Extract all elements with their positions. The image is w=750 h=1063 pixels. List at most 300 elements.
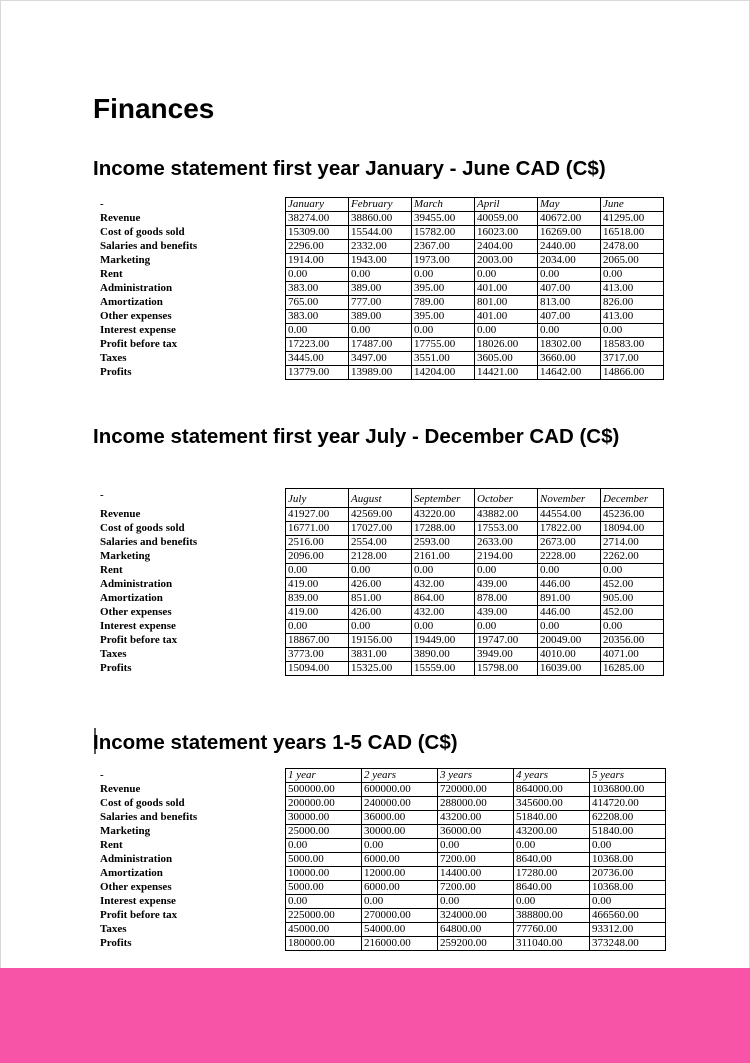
value-cell: 62208.00 [590,811,666,825]
value-cell: 388800.00 [514,909,590,923]
column-header: February [349,198,412,212]
value-cell: 17027.00 [349,522,412,536]
value-cell: 16285.00 [601,662,664,676]
value-cell: 30000.00 [286,811,362,825]
value-cell: 1036800.00 [590,783,666,797]
income-table-jan-jun [98,197,664,380]
value-cell: 54000.00 [362,923,438,937]
value-cell: 0.00 [286,839,362,853]
value-cell: 25000.00 [286,825,362,839]
row-label: Marketing [100,549,151,562]
value-cell: 19449.00 [412,634,475,648]
value-cell: 43200.00 [514,825,590,839]
row-label: Salaries and benefits [100,239,198,252]
table-row [98,923,666,937]
table-row [98,606,664,620]
value-cell: 1973.00 [412,254,475,268]
table-row [98,662,664,676]
value-cell: 42569.00 [349,508,412,522]
value-cell: 41927.00 [286,508,349,522]
value-cell: 14866.00 [601,366,664,380]
table-row [98,550,664,564]
table-row [98,226,664,240]
value-cell: 43200.00 [438,811,514,825]
value-cell: 14642.00 [538,366,601,380]
value-cell: 7200.00 [438,881,514,895]
value-cell: 41295.00 [601,212,664,226]
value-cell: 0.00 [590,839,666,853]
row-label: Cost of goods sold [100,796,185,809]
row-label: Profits [100,936,132,949]
value-cell: 0.00 [601,564,664,578]
value-cell: 0.00 [538,564,601,578]
value-cell: 0.00 [362,895,438,909]
value-cell: 0.00 [601,620,664,634]
value-cell: 3831.00 [349,648,412,662]
row-label: Marketing [100,253,151,266]
value-cell: 2194.00 [475,550,538,564]
value-cell: 14204.00 [412,366,475,380]
value-cell: 64800.00 [438,923,514,937]
value-cell: 17553.00 [475,522,538,536]
value-cell: 40059.00 [475,212,538,226]
table-row [98,825,666,839]
value-cell: 6000.00 [362,853,438,867]
value-cell: 38860.00 [349,212,412,226]
value-cell: 3717.00 [601,352,664,366]
section-heading-jan-jun: Income statement first year January - June CAD (C$) [93,157,606,180]
value-cell: 2128.00 [349,550,412,564]
column-header: May [538,198,601,212]
value-cell: 864.00 [412,592,475,606]
value-cell: 439.00 [475,578,538,592]
value-cell: 395.00 [412,310,475,324]
value-cell: 19156.00 [349,634,412,648]
value-cell: 401.00 [475,310,538,324]
value-cell: 3949.00 [475,648,538,662]
table-row [98,212,664,226]
value-cell: 15798.00 [475,662,538,676]
value-cell: 2404.00 [475,240,538,254]
row-label: Amortization [100,295,163,308]
column-header: September [412,489,475,508]
value-cell: 4071.00 [601,648,664,662]
table-row [98,352,664,366]
row-label: Taxes [100,922,127,935]
table-corner-cell: - [100,768,104,781]
value-cell: 17822.00 [538,522,601,536]
value-cell: 40672.00 [538,212,601,226]
value-cell: 15094.00 [286,662,349,676]
value-cell: 407.00 [538,310,601,324]
row-label: Revenue [100,211,141,224]
row-label: Profit before tax [100,337,178,350]
row-label: Taxes [100,351,127,364]
value-cell: 1943.00 [349,254,412,268]
value-cell: 18867.00 [286,634,349,648]
value-cell: 0.00 [412,324,475,338]
value-cell: 3773.00 [286,648,349,662]
value-cell: 446.00 [538,606,601,620]
value-cell: 0.00 [590,895,666,909]
value-cell: 2096.00 [286,550,349,564]
value-cell: 0.00 [475,564,538,578]
column-header: 2 years [362,769,438,783]
value-cell: 419.00 [286,578,349,592]
table-row [98,338,664,352]
row-label: Administration [100,577,173,590]
table-row [98,634,664,648]
table-row [98,310,664,324]
value-cell: 10368.00 [590,853,666,867]
column-header: April [475,198,538,212]
row-label: Salaries and benefits [100,535,198,548]
value-cell: 3497.00 [349,352,412,366]
value-cell: 6000.00 [362,881,438,895]
value-cell: 18026.00 [475,338,538,352]
value-cell: 2714.00 [601,536,664,550]
column-header: 1 year [286,769,362,783]
value-cell: 4010.00 [538,648,601,662]
value-cell: 324000.00 [438,909,514,923]
value-cell: 0.00 [601,324,664,338]
row-label: Amortization [100,591,163,604]
value-cell: 2593.00 [412,536,475,550]
value-cell: 20356.00 [601,634,664,648]
value-cell: 15325.00 [349,662,412,676]
column-header: December [601,489,664,508]
value-cell: 14400.00 [438,867,514,881]
value-cell: 0.00 [349,620,412,634]
table-row [98,508,664,522]
row-label: Profits [100,365,132,378]
value-cell: 0.00 [286,268,349,282]
value-cell: 2367.00 [412,240,475,254]
row-label: Cost of goods sold [100,521,185,534]
row-label: Rent [100,563,123,576]
value-cell: 14421.00 [475,366,538,380]
table-row [98,578,664,592]
value-cell: 18583.00 [601,338,664,352]
table-row [98,620,664,634]
column-header: July [286,489,349,508]
table-row [98,268,664,282]
value-cell: 2440.00 [538,240,601,254]
table-header-row [98,769,666,783]
value-cell: 826.00 [601,296,664,310]
value-cell: 0.00 [286,324,349,338]
value-cell: 419.00 [286,606,349,620]
row-label: Salaries and benefits [100,810,198,823]
value-cell: 18094.00 [601,522,664,536]
value-cell: 20736.00 [590,867,666,881]
table-row [98,811,666,825]
value-cell: 30000.00 [362,825,438,839]
value-cell: 8640.00 [514,853,590,867]
row-label: Profit before tax [100,633,178,646]
section-heading-years-1-5: Income statement years 1-5 CAD (C$) [93,731,458,754]
value-cell: 2633.00 [475,536,538,550]
row-label: Profit before tax [100,908,178,921]
value-cell: 3551.00 [412,352,475,366]
value-cell: 389.00 [349,310,412,324]
value-cell: 383.00 [286,282,349,296]
value-cell: 311040.00 [514,937,590,951]
value-cell: 466560.00 [590,909,666,923]
value-cell: 15559.00 [412,662,475,676]
table-row [98,783,666,797]
value-cell: 200000.00 [286,797,362,811]
value-cell: 432.00 [412,606,475,620]
value-cell: 43220.00 [412,508,475,522]
column-header: June [601,198,664,212]
value-cell: 93312.00 [590,923,666,937]
value-cell: 765.00 [286,296,349,310]
value-cell: 288000.00 [438,797,514,811]
value-cell: 13779.00 [286,366,349,380]
value-cell: 839.00 [286,592,349,606]
column-header: October [475,489,538,508]
row-label: Rent [100,267,123,280]
value-cell: 345600.00 [514,797,590,811]
value-cell: 16269.00 [538,226,601,240]
value-cell: 0.00 [412,620,475,634]
table-row [98,592,664,606]
value-cell: 864000.00 [514,783,590,797]
value-cell: 3660.00 [538,352,601,366]
value-cell: 51840.00 [514,811,590,825]
value-cell: 426.00 [349,578,412,592]
income-table-jul-dec [98,488,664,676]
income-table-years-1-5 [98,768,666,951]
value-cell: 240000.00 [362,797,438,811]
table-row [98,797,666,811]
value-cell: 500000.00 [286,783,362,797]
row-label: Rent [100,838,123,851]
value-cell: 389.00 [349,282,412,296]
value-cell: 7200.00 [438,853,514,867]
value-cell: 16039.00 [538,662,601,676]
value-cell: 2034.00 [538,254,601,268]
column-header: 4 years [514,769,590,783]
table-row [98,564,664,578]
value-cell: 16771.00 [286,522,349,536]
table-row [98,867,666,881]
table-row [98,937,666,951]
value-cell: 0.00 [362,839,438,853]
row-label: Revenue [100,782,141,795]
document-title: Finances [93,93,215,124]
value-cell: 13989.00 [349,366,412,380]
value-cell: 0.00 [286,564,349,578]
value-cell: 0.00 [349,564,412,578]
value-cell: 407.00 [538,282,601,296]
value-cell: 0.00 [475,324,538,338]
table-row [98,366,664,380]
column-header: November [538,489,601,508]
value-cell: 16518.00 [601,226,664,240]
value-cell: 413.00 [601,310,664,324]
value-cell: 17223.00 [286,338,349,352]
value-cell: 851.00 [349,592,412,606]
table-row [98,881,666,895]
value-cell: 813.00 [538,296,601,310]
value-cell: 2262.00 [601,550,664,564]
value-cell: 12000.00 [362,867,438,881]
row-label: Amortization [100,866,163,879]
value-cell: 0.00 [601,268,664,282]
row-label: Taxes [100,647,127,660]
value-cell: 17280.00 [514,867,590,881]
value-cell: 15309.00 [286,226,349,240]
value-cell: 452.00 [601,578,664,592]
value-cell: 720000.00 [438,783,514,797]
table-row [98,240,664,254]
table-corner-cell: - [100,197,104,210]
value-cell: 0.00 [538,268,601,282]
bottom-band [0,968,750,1063]
value-cell: 2003.00 [475,254,538,268]
value-cell: 3890.00 [412,648,475,662]
table-header-row [98,198,664,212]
value-cell: 77760.00 [514,923,590,937]
value-cell: 15782.00 [412,226,475,240]
value-cell: 38274.00 [286,212,349,226]
table-corner-cell: - [100,488,104,501]
value-cell: 401.00 [475,282,538,296]
value-cell: 20049.00 [538,634,601,648]
value-cell: 413.00 [601,282,664,296]
row-label: Interest expense [100,619,176,632]
row-label: Profits [100,661,132,674]
value-cell: 801.00 [475,296,538,310]
value-cell: 3445.00 [286,352,349,366]
value-cell: 225000.00 [286,909,362,923]
value-cell: 45000.00 [286,923,362,937]
value-cell: 5000.00 [286,881,362,895]
table-row [98,536,664,550]
value-cell: 0.00 [349,324,412,338]
value-cell: 180000.00 [286,937,362,951]
value-cell: 51840.00 [590,825,666,839]
value-cell: 2296.00 [286,240,349,254]
value-cell: 383.00 [286,310,349,324]
table-row [98,324,664,338]
value-cell: 0.00 [286,620,349,634]
table-row [98,839,666,853]
value-cell: 600000.00 [362,783,438,797]
value-cell: 891.00 [538,592,601,606]
value-cell: 2673.00 [538,536,601,550]
table-row [98,254,664,268]
value-cell: 777.00 [349,296,412,310]
value-cell: 17288.00 [412,522,475,536]
value-cell: 45236.00 [601,508,664,522]
value-cell: 36000.00 [438,825,514,839]
value-cell: 414720.00 [590,797,666,811]
row-label: Other expenses [100,605,172,618]
row-label: Interest expense [100,894,176,907]
column-header: August [349,489,412,508]
value-cell: 15544.00 [349,226,412,240]
section-heading-jul-dec: Income statement first year July - December CAD (C$) [93,425,620,448]
value-cell: 373248.00 [590,937,666,951]
value-cell: 0.00 [438,895,514,909]
value-cell: 905.00 [601,592,664,606]
value-cell: 216000.00 [362,937,438,951]
value-cell: 432.00 [412,578,475,592]
value-cell: 19747.00 [475,634,538,648]
column-header: 3 years [438,769,514,783]
table-row [98,296,664,310]
value-cell: 0.00 [514,839,590,853]
value-cell: 878.00 [475,592,538,606]
column-header: March [412,198,475,212]
value-cell: 0.00 [412,268,475,282]
value-cell: 2516.00 [286,536,349,550]
value-cell: 8640.00 [514,881,590,895]
value-cell: 0.00 [475,620,538,634]
value-cell: 0.00 [286,895,362,909]
value-cell: 2554.00 [349,536,412,550]
row-label: Other expenses [100,880,172,893]
value-cell: 10000.00 [286,867,362,881]
row-label: Cost of goods sold [100,225,185,238]
value-cell: 0.00 [412,564,475,578]
value-cell: 36000.00 [362,811,438,825]
value-cell: 789.00 [412,296,475,310]
value-cell: 18302.00 [538,338,601,352]
value-cell: 446.00 [538,578,601,592]
value-cell: 2228.00 [538,550,601,564]
table-row [98,282,664,296]
value-cell: 0.00 [438,839,514,853]
row-label: Other expenses [100,309,172,322]
value-cell: 10368.00 [590,881,666,895]
value-cell: 5000.00 [286,853,362,867]
value-cell: 1914.00 [286,254,349,268]
table-header-row [98,489,664,508]
value-cell: 395.00 [412,282,475,296]
value-cell: 452.00 [601,606,664,620]
table-row [98,648,664,662]
column-header: 5 years [590,769,666,783]
table-row [98,522,664,536]
row-label: Administration [100,281,173,294]
column-header: January [286,198,349,212]
table-row [98,895,666,909]
value-cell: 17487.00 [349,338,412,352]
value-cell: 0.00 [538,620,601,634]
value-cell: 3605.00 [475,352,538,366]
value-cell: 0.00 [538,324,601,338]
value-cell: 43882.00 [475,508,538,522]
value-cell: 17755.00 [412,338,475,352]
value-cell: 39455.00 [412,212,475,226]
value-cell: 426.00 [349,606,412,620]
table-row [98,853,666,867]
row-label: Administration [100,852,173,865]
table-row [98,909,666,923]
value-cell: 0.00 [514,895,590,909]
row-label: Revenue [100,507,141,520]
value-cell: 0.00 [349,268,412,282]
value-cell: 2478.00 [601,240,664,254]
value-cell: 16023.00 [475,226,538,240]
value-cell: 259200.00 [438,937,514,951]
row-label: Marketing [100,824,151,837]
value-cell: 2065.00 [601,254,664,268]
